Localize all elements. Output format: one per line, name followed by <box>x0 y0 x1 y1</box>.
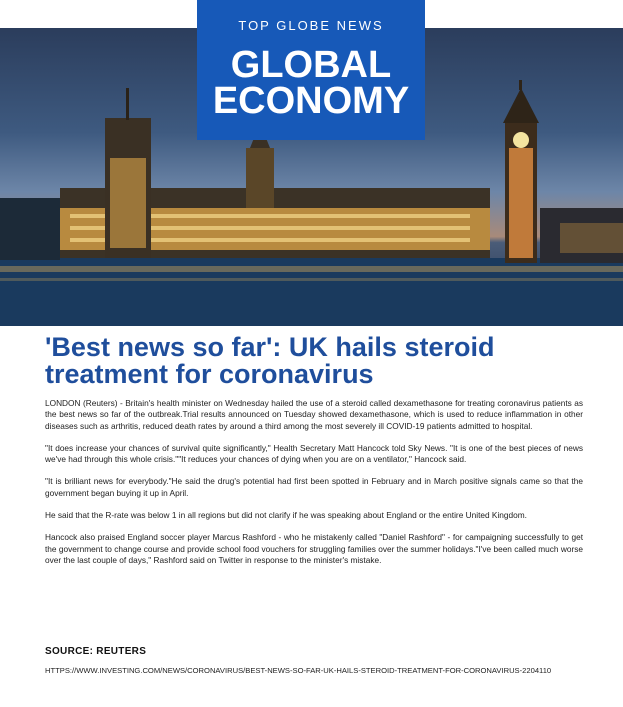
source-label: SOURCE: REUTERS <box>45 646 147 657</box>
paragraph-2: "It does increase your chances of survival quite significantly," Health Secretary Matt Hancock told Sky News. "It is one of the best pieces of news we've had through this whole crisis.""It reduces your chances of dying when you are on a ventilator," Hancock said. <box>45 442 583 465</box>
headline-line-2: treatment for coronavirus <box>45 359 374 389</box>
article-body <box>45 398 583 577</box>
masthead-kicker: TOP GLOBE NEWS <box>238 18 384 33</box>
masthead-title-line1: GLOBAL <box>230 44 392 86</box>
source-url[interactable]: HTTPS://WWW.INVESTING.COM/NEWS/CORONAVIRUS/BEST-NEWS-SO-FAR-UK-HAILS-STEROID-TREATMENT-FOR-CORONAVIRUS-2204110 <box>45 666 552 675</box>
paragraph-4: He said that the R-rate was below 1 in all regions but did not clarify if he was speaking about England or the entire United Kingdom. <box>45 510 527 521</box>
headline-line-1: 'Best news so far': UK hails steroid <box>45 332 495 362</box>
article-headline <box>45 334 585 388</box>
paragraph-3: "It is brilliant news for everybody."He said the drug's potential had first been spotted in February and in March positive signals came so that the government began buying it up in April. <box>45 476 583 498</box>
masthead-title-line2: ECONOMY <box>212 80 410 122</box>
paragraph-1: LONDON (Reuters) - Britain's health minister on Wednesday hailed the use of a steroid called dexamethasone for treating coronavirus patients as the best news so far of the outbreak.Trial results announced on Tuesday showed dexamethasone, which is used to reduce inflammation in other diseases such as arthritis, reduced death rates by around a third among the most severely ill COVID-19 patients admitted to hospital. <box>45 398 583 431</box>
masthead-badge <box>197 0 425 140</box>
paragraph-5: Hancock also praised England soccer player Marcus Rashford - who he mistakenly called "Daniel Rashford" - for campaigning successfully to get the government to change course and provide school food vouchers for struggling families over the summer holidays."I've been called much worse over the last couple of days," Rashford said on Twitter in response to the minister's mistake. <box>45 532 583 565</box>
